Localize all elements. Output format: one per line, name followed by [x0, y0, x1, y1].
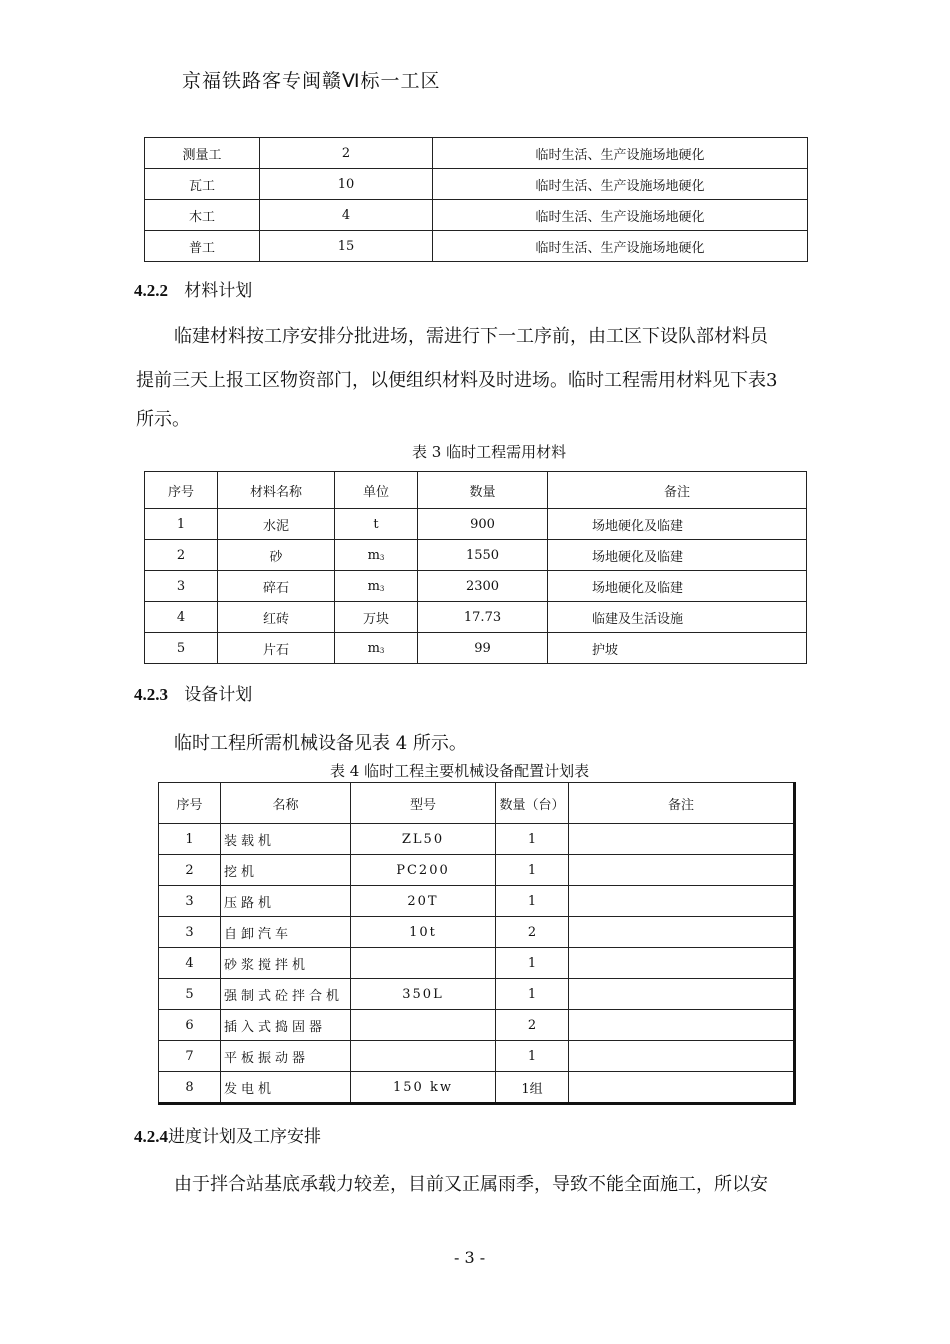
- material-unit: $m_3$: [335, 633, 418, 664]
- material-note: 场地硬化及临建: [548, 509, 807, 540]
- paragraph-line: 临建材料按工序安排分批进场，需进行下一工序前，由工区下设队部材料员: [174, 326, 768, 347]
- row-number: 4: [145, 602, 218, 633]
- equipment-note: [569, 979, 795, 1010]
- equipment-qty: 1: [496, 948, 569, 979]
- row-number: 2: [159, 855, 221, 886]
- equipment-note: [569, 1010, 795, 1041]
- material-unit: 万块: [335, 602, 418, 633]
- equipment-model: 20T: [351, 886, 496, 917]
- equipment-qty: 2: [496, 917, 569, 948]
- equipment-qty: 1: [496, 1041, 569, 1072]
- section-title: 进度计划及工序安排: [168, 1127, 321, 1147]
- material-note: 场地硬化及临建: [548, 540, 807, 571]
- table-row: [145, 169, 808, 200]
- unit-superscript: 3: [379, 646, 385, 655]
- equipment-model: 10t: [351, 917, 496, 948]
- material-qty: 900: [418, 509, 548, 540]
- table-row: [159, 1072, 795, 1104]
- labor-count: 10: [260, 169, 433, 200]
- labor-trade: 瓦工: [145, 169, 260, 200]
- labor-table: [144, 137, 808, 262]
- equipment-note: [569, 886, 795, 917]
- equipment-note: [569, 824, 795, 855]
- equipment-name: 发电机: [221, 1072, 351, 1104]
- row-number: 4: [159, 948, 221, 979]
- column-header: 单位: [335, 472, 418, 509]
- section-title: 材料计划: [184, 281, 253, 301]
- row-number: 3: [145, 571, 218, 602]
- table-header-row: [159, 783, 795, 824]
- material-qty: 1550: [418, 540, 548, 571]
- equipment-name: 压路机: [221, 886, 351, 917]
- equipment-name: 强制式砼拌合机: [221, 979, 351, 1010]
- paragraph-line: 提前三天上报工区物资部门，以便组织材料及时进场。临时工程需用材料见下表3: [136, 370, 778, 391]
- labor-note: 临时生活、生产设施场地硬化: [433, 231, 808, 262]
- labor-trade: 木工: [145, 200, 260, 231]
- row-number: 3: [159, 886, 221, 917]
- column-header: 型号: [351, 783, 496, 824]
- table-row: [159, 855, 795, 886]
- paragraph-line: 所示。: [136, 409, 190, 430]
- equipment-model: [351, 948, 496, 979]
- row-number: 5: [145, 633, 218, 664]
- equipment-qty: 1: [496, 979, 569, 1010]
- equipment-note: [569, 1072, 795, 1104]
- labor-note: 临时生活、生产设施场地硬化: [433, 169, 808, 200]
- material-qty: 17.73: [418, 602, 548, 633]
- column-header: 序号: [159, 783, 221, 824]
- material-note: 场地硬化及临建: [548, 571, 807, 602]
- row-number: 2: [145, 540, 218, 571]
- section-number: 4.2.4: [134, 1127, 168, 1146]
- material-name: 水泥: [218, 509, 335, 540]
- table-caption: 表 3 临时工程需用材料: [412, 443, 567, 461]
- table-row: [145, 633, 807, 664]
- table-row: [159, 886, 795, 917]
- equipment-name: 砂浆搅拌机: [221, 948, 351, 979]
- table-caption: 表 4 临时工程主要机械设备配置计划表: [330, 762, 590, 780]
- equipment-model: ZL50: [351, 824, 496, 855]
- material-unit: $m_3$: [335, 540, 418, 571]
- equipment-name: 平板振动器: [221, 1041, 351, 1072]
- column-header: 备注: [569, 783, 795, 824]
- page-number: - 3 -: [454, 1248, 486, 1267]
- equipment-model: [351, 1041, 496, 1072]
- section-heading-4-2-2: [134, 276, 252, 301]
- equipment-name: 装载机: [221, 824, 351, 855]
- table-row: [159, 824, 795, 855]
- paragraph-line: 由于拌合站基底承载力较差，目前又正属雨季，导致不能全面施工，所以安: [174, 1174, 768, 1195]
- material-name: 红砖: [218, 602, 335, 633]
- row-number: 1: [159, 824, 221, 855]
- material-name: 片石: [218, 633, 335, 664]
- equipment-note: [569, 948, 795, 979]
- table-row: [145, 200, 808, 231]
- equipment-model: [351, 1010, 496, 1041]
- equipment-qty: 2: [496, 1010, 569, 1041]
- material-qty: 99: [418, 633, 548, 664]
- table-row: [145, 231, 808, 262]
- table-row: [159, 948, 795, 979]
- equipment-note: [569, 917, 795, 948]
- equipment-model: 350L: [351, 979, 496, 1010]
- table-row: [145, 571, 807, 602]
- labor-count: 2: [260, 138, 433, 169]
- row-number: 8: [159, 1072, 221, 1104]
- table-row: [145, 509, 807, 540]
- column-header: 名称: [221, 783, 351, 824]
- table-row: [145, 540, 807, 571]
- paragraph-line: 临时工程所需机械设备见表 4 所示。: [174, 733, 467, 754]
- material-unit: t: [335, 509, 418, 540]
- labor-count: 15: [260, 231, 433, 262]
- table-row: [145, 602, 807, 633]
- labor-trade: 测量工: [145, 138, 260, 169]
- row-number: 7: [159, 1041, 221, 1072]
- equipment-name: 挖机: [221, 855, 351, 886]
- column-header: 序号: [145, 472, 218, 509]
- table-row: [159, 917, 795, 948]
- labor-trade: 普工: [145, 231, 260, 262]
- labor-count: 4: [260, 200, 433, 231]
- equipment-table: [158, 782, 796, 1105]
- table-row: [159, 1041, 795, 1072]
- table-row: [145, 138, 808, 169]
- equipment-qty: 1组: [496, 1072, 569, 1104]
- section-heading-4-2-3: [134, 680, 252, 705]
- column-header: 备注: [548, 472, 807, 509]
- table-row: [159, 1010, 795, 1041]
- row-number: 1: [145, 509, 218, 540]
- row-number: 6: [159, 1010, 221, 1041]
- section-heading-4-2-4: [134, 1122, 321, 1147]
- equipment-qty: 1: [496, 824, 569, 855]
- column-header: 数量: [418, 472, 548, 509]
- material-name: 碎石: [218, 571, 335, 602]
- equipment-qty: 1: [496, 855, 569, 886]
- material-unit: $m_3$: [335, 571, 418, 602]
- table-row: [159, 979, 795, 1010]
- column-header: 数量（台）: [496, 783, 569, 824]
- material-qty: 2300: [418, 571, 548, 602]
- column-header: 材料名称: [218, 472, 335, 509]
- equipment-model: 150 kw: [351, 1072, 496, 1104]
- unit-superscript: 3: [379, 553, 385, 562]
- section-title: 设备计划: [184, 685, 253, 705]
- equipment-note: [569, 1041, 795, 1072]
- equipment-model: PC200: [351, 855, 496, 886]
- labor-note: 临时生活、生产设施场地硬化: [433, 200, 808, 231]
- material-note: 护坡: [548, 633, 807, 664]
- page-header: 京福铁路客专闽赣Ⅵ标一工区: [182, 70, 441, 92]
- unit-superscript: 3: [379, 584, 385, 593]
- section-number: 4.2.2: [134, 281, 168, 300]
- equipment-name: 插入式捣固器: [221, 1010, 351, 1041]
- section-number: 4.2.3: [134, 685, 168, 704]
- equipment-note: [569, 855, 795, 886]
- equipment-name: 自卸汽车: [221, 917, 351, 948]
- labor-note: 临时生活、生产设施场地硬化: [433, 138, 808, 169]
- row-number: 3: [159, 917, 221, 948]
- equipment-qty: 1: [496, 886, 569, 917]
- table-header-row: [145, 472, 807, 509]
- row-number: 5: [159, 979, 221, 1010]
- material-name: 砂: [218, 540, 335, 571]
- materials-table: [144, 471, 807, 664]
- material-note: 临建及生活设施: [548, 602, 807, 633]
